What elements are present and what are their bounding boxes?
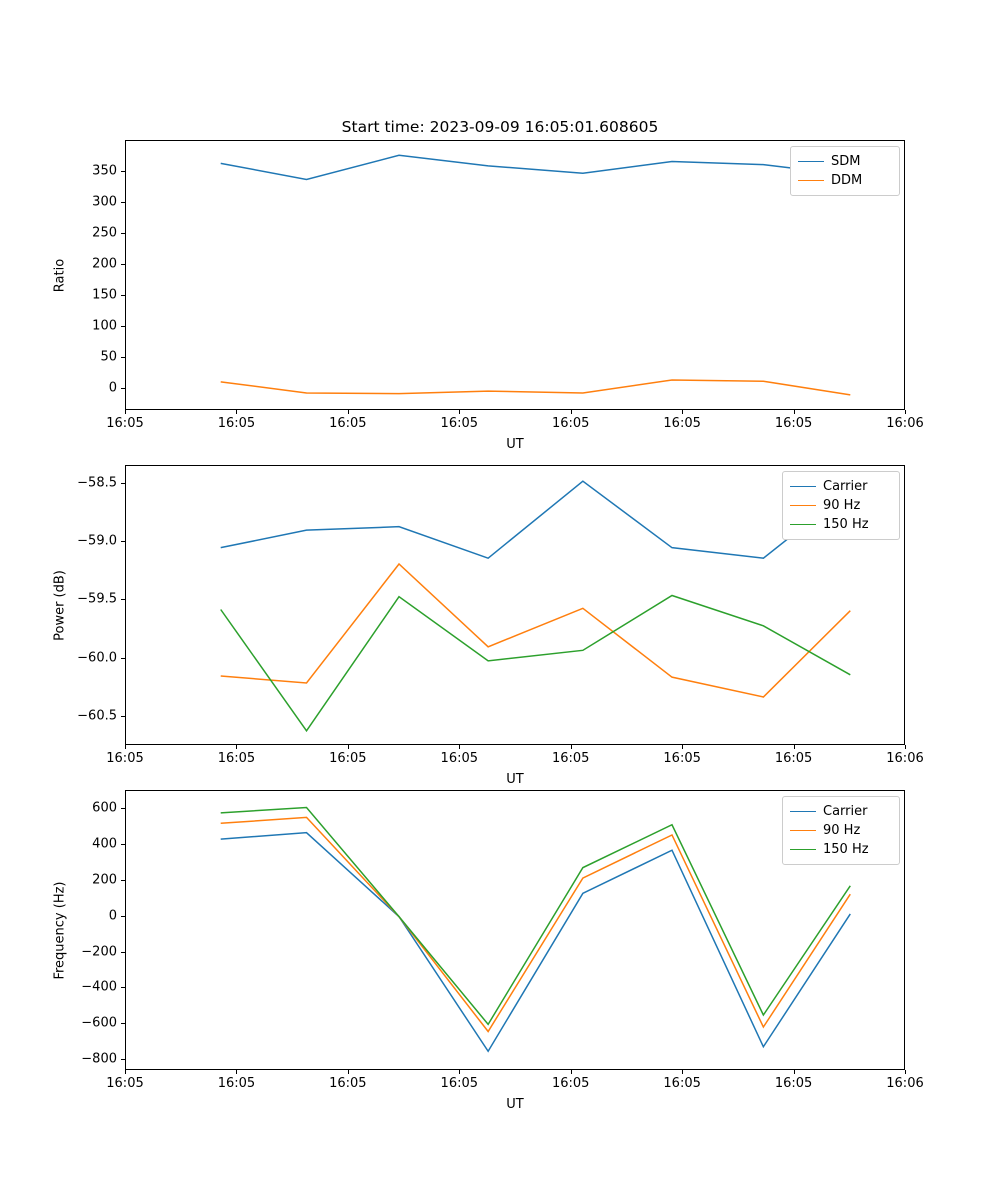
- axis-label-power-x: UT: [506, 772, 524, 787]
- y-tick-label: 50: [100, 349, 117, 365]
- panel-power: [0, 450, 1000, 790]
- x-tickmark: [348, 1070, 349, 1074]
- legend-color-swatch: [790, 830, 816, 831]
- legend-color-swatch: [790, 486, 816, 487]
- y-tickmark: [121, 952, 125, 953]
- x-tick-label: 16:05: [217, 1076, 256, 1091]
- x-tick-label: 16:05: [663, 416, 701, 431]
- x-tickmark: [794, 745, 795, 749]
- x-tickmark: [682, 410, 683, 414]
- legend-entry: [798, 152, 891, 171]
- series-line: [221, 833, 851, 1052]
- x-tickmark: [125, 1070, 126, 1074]
- x-tickmark: [794, 1070, 795, 1074]
- legend-ratio: [790, 146, 900, 196]
- y-tickmark: [121, 599, 125, 600]
- axis-label-frequency-x: UT: [506, 1097, 524, 1112]
- y-tickmark: [121, 1059, 125, 1060]
- x-tick-label: 16:05: [329, 416, 367, 431]
- axis-label-ratio-x: UT: [506, 437, 524, 452]
- y-tickmark: [121, 880, 125, 881]
- legend-entry: [790, 515, 891, 534]
- y-tick-label: −60.0: [77, 650, 117, 665]
- y-tickmark: [121, 264, 125, 265]
- series-line: [221, 380, 851, 395]
- x-tick-label: 16:05: [774, 1076, 813, 1091]
- y-tick-label: −59.0: [77, 533, 117, 549]
- y-tickmark: [121, 326, 125, 327]
- legend-entry: [790, 477, 891, 496]
- y-tickmark: [121, 658, 125, 659]
- legend-power: [782, 471, 900, 540]
- legend-color-swatch: [790, 811, 816, 812]
- y-tick-label: 400: [92, 836, 117, 852]
- y-tickmark: [121, 171, 125, 172]
- y-tickmark: [121, 716, 125, 717]
- y-tick-label: −58.5: [77, 475, 117, 490]
- ratio-lines: [126, 141, 906, 411]
- x-tickmark: [236, 745, 237, 749]
- x-tickmark: [348, 745, 349, 749]
- panel-ratio: [0, 0, 1000, 450]
- x-tick-label: 16:05: [551, 1076, 590, 1091]
- series-line: [221, 564, 851, 697]
- x-tickmark: [236, 410, 237, 414]
- legend-color-swatch: [790, 505, 816, 506]
- x-tick-label: 16:05: [217, 416, 256, 431]
- legend-color-swatch: [798, 180, 824, 181]
- x-tickmark: [459, 410, 460, 414]
- y-tick-label: −59.5: [77, 591, 117, 607]
- y-tickmark: [121, 808, 125, 809]
- x-tickmark: [348, 410, 349, 414]
- legend-entry: [790, 840, 891, 859]
- y-tickmark: [121, 295, 125, 296]
- legend-label: 90 Hz: [823, 498, 861, 513]
- x-tick-label: 16:05: [106, 1076, 144, 1091]
- y-tick-label: −60.5: [77, 708, 117, 724]
- legend-label: Carrier: [823, 804, 868, 819]
- legend-label: 90 Hz: [823, 823, 861, 838]
- x-tick-label: 16:05: [663, 1076, 701, 1091]
- y-tick-label: 350: [92, 163, 117, 179]
- y-tickmark: [121, 388, 125, 389]
- axes-ratio: [125, 140, 905, 410]
- x-tick-label: 16:05: [440, 416, 479, 431]
- x-tickmark: [905, 1070, 906, 1074]
- y-tick-label: 300: [92, 194, 117, 210]
- axis-label-power-y: Power (dB): [52, 570, 68, 641]
- y-tick-label: 0: [108, 908, 117, 924]
- legend-entry: [790, 802, 891, 821]
- x-tick-label: 16:05: [106, 416, 144, 431]
- y-tick-label: −400: [81, 979, 117, 995]
- x-tick-label: 16:05: [551, 416, 590, 431]
- x-tickmark: [905, 745, 906, 749]
- x-tick-label: 16:05: [440, 751, 479, 766]
- panel-frequency: [0, 790, 1000, 1130]
- axis-label-frequency-y: Frequency (Hz): [52, 881, 68, 980]
- x-tick-label: 16:05: [329, 1076, 367, 1091]
- x-tickmark: [905, 410, 906, 414]
- series-line: [221, 481, 851, 558]
- y-tickmark: [121, 916, 125, 917]
- series-line: [221, 596, 851, 731]
- y-tick-label: −800: [81, 1051, 117, 1067]
- y-tick-label: 600: [92, 800, 117, 816]
- legend-entry: [790, 821, 891, 840]
- y-tick-label: 100: [92, 318, 117, 334]
- y-tickmark: [121, 844, 125, 845]
- x-tickmark: [794, 410, 795, 414]
- legend-label: 150 Hz: [823, 517, 869, 532]
- x-tickmark: [125, 410, 126, 414]
- x-tick-label: 16:05: [106, 751, 144, 766]
- x-tick-label: 16:05: [551, 751, 590, 766]
- series-line: [221, 155, 851, 179]
- y-tickmark: [121, 202, 125, 203]
- x-tick-label: 16:06: [886, 1076, 924, 1091]
- x-tickmark: [571, 1070, 572, 1074]
- x-tick-label: 16:05: [440, 1076, 479, 1091]
- legend-label: 150 Hz: [823, 842, 869, 857]
- y-tick-label: 250: [92, 225, 117, 241]
- legend-label: SDM: [831, 154, 861, 169]
- legend-label: DDM: [831, 173, 863, 188]
- y-tickmark: [121, 357, 125, 358]
- y-tickmark: [121, 1023, 125, 1024]
- x-tickmark: [459, 1070, 460, 1074]
- x-tickmark: [236, 1070, 237, 1074]
- x-tickmark: [682, 1070, 683, 1074]
- legend-color-swatch: [798, 161, 824, 162]
- legend-color-swatch: [790, 524, 816, 525]
- x-tickmark: [459, 745, 460, 749]
- y-tick-label: 200: [92, 872, 117, 888]
- y-tickmark: [121, 987, 125, 988]
- legend-entry: [798, 171, 891, 190]
- figure-title: Start time: 2023-09-09 16:05:01.608605: [341, 118, 659, 136]
- legend-color-swatch: [790, 849, 816, 850]
- x-tickmark: [682, 745, 683, 749]
- legend-label: Carrier: [823, 479, 868, 494]
- x-tick-label: 16:05: [663, 751, 701, 766]
- y-tick-label: 150: [92, 287, 117, 303]
- y-tick-label: −200: [81, 944, 117, 960]
- y-tick-label: 200: [92, 256, 117, 272]
- x-tick-label: 16:06: [886, 751, 924, 766]
- y-tickmark: [121, 541, 125, 542]
- x-tick-label: 16:05: [774, 416, 813, 431]
- y-tick-label: −600: [81, 1015, 117, 1031]
- y-tickmark: [121, 483, 125, 484]
- legend-entry: [790, 496, 891, 515]
- legend-frequency: [782, 796, 900, 865]
- axis-label-ratio-y: Ratio: [52, 258, 68, 293]
- x-tick-label: 16:05: [217, 751, 256, 766]
- x-tickmark: [125, 745, 126, 749]
- x-tick-label: 16:05: [774, 751, 813, 766]
- x-tick-label: 16:06: [886, 416, 924, 431]
- x-tickmark: [571, 410, 572, 414]
- y-tick-label: 0: [108, 380, 117, 396]
- y-tickmark: [121, 233, 125, 234]
- x-tickmark: [571, 745, 572, 749]
- x-tick-label: 16:05: [329, 751, 367, 766]
